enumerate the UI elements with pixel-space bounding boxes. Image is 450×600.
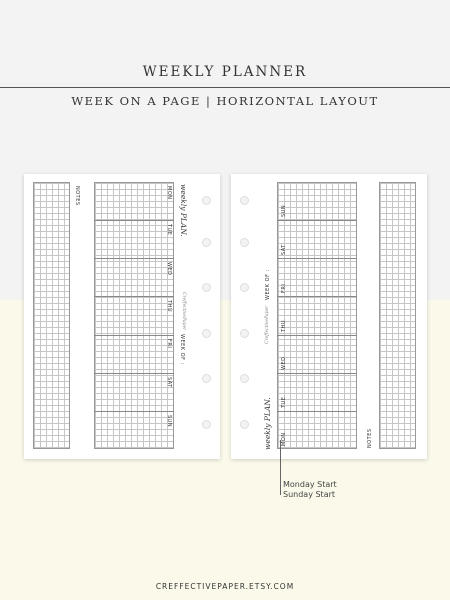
day-divider [277, 373, 357, 374]
brand-logo: CreffectivePaper [265, 305, 270, 344]
day-label-tue: TUE [281, 396, 287, 408]
ring-hole [240, 196, 249, 205]
day-divider [94, 220, 174, 221]
title-divider [0, 87, 450, 88]
day-label-sat: SAT [166, 377, 172, 388]
day-divider [277, 258, 357, 259]
ring-hole [202, 374, 211, 383]
day-sections [94, 182, 174, 449]
ring-hole [202, 329, 211, 338]
day-label-wed: WED [281, 356, 287, 370]
ring-hole [202, 283, 211, 292]
day-label-fri: FRI [166, 339, 172, 349]
day-label-sun: SUN [166, 415, 172, 428]
monday-start-option: Monday Start [283, 480, 337, 489]
planner-page-sunday-start [231, 174, 427, 459]
ring-hole [202, 420, 211, 429]
ring-hole [240, 329, 249, 338]
notes-label: NOTES [74, 186, 80, 206]
plan-title: weekly PLAN. [263, 397, 272, 450]
notes-grid [379, 182, 416, 449]
ring-hole [202, 238, 211, 247]
week-of-label: WEEK OF : [179, 334, 185, 365]
day-label-thu: THU [281, 320, 287, 332]
day-label-mon: MON [281, 432, 287, 446]
day-label-sat: SAT [281, 244, 287, 255]
footer-url: CREFFECTIVEPAPER.ETSY.COM [155, 582, 295, 591]
ring-hole [240, 283, 249, 292]
page-title: WEEKLY PLANNER [142, 64, 308, 80]
day-divider [94, 258, 174, 259]
planner-page-monday-start [24, 174, 220, 459]
ring-hole [240, 420, 249, 429]
day-divider [94, 335, 174, 336]
day-label-thu: THU [166, 300, 172, 312]
day-label-tue: TUE [166, 224, 172, 236]
day-label-sun: SUN [281, 204, 287, 217]
day-divider [277, 296, 357, 297]
brand-logo: CreffectivePaper [181, 292, 186, 331]
ring-hole [202, 196, 211, 205]
day-divider [277, 220, 357, 221]
plan-title: weekly PLAN. [179, 184, 188, 237]
day-label-wed: WED [166, 262, 172, 276]
week-of-label: WEEK OF : [265, 269, 271, 300]
day-divider [277, 335, 357, 336]
day-label-fri: FRI [281, 283, 287, 293]
day-label-mon: MON [166, 186, 172, 200]
callout-line [280, 440, 281, 495]
day-sections [277, 182, 357, 449]
day-divider [94, 296, 174, 297]
day-divider [94, 373, 174, 374]
notes-label: NOTES [367, 428, 373, 448]
notes-grid [33, 182, 70, 449]
day-divider [277, 411, 357, 412]
page-subtitle: WEEK ON A PAGE | HORIZONTAL LAYOUT [71, 94, 379, 108]
ring-hole [240, 374, 249, 383]
sunday-start-option: Sunday Start [283, 490, 336, 499]
day-divider [94, 411, 174, 412]
ring-hole [240, 238, 249, 247]
